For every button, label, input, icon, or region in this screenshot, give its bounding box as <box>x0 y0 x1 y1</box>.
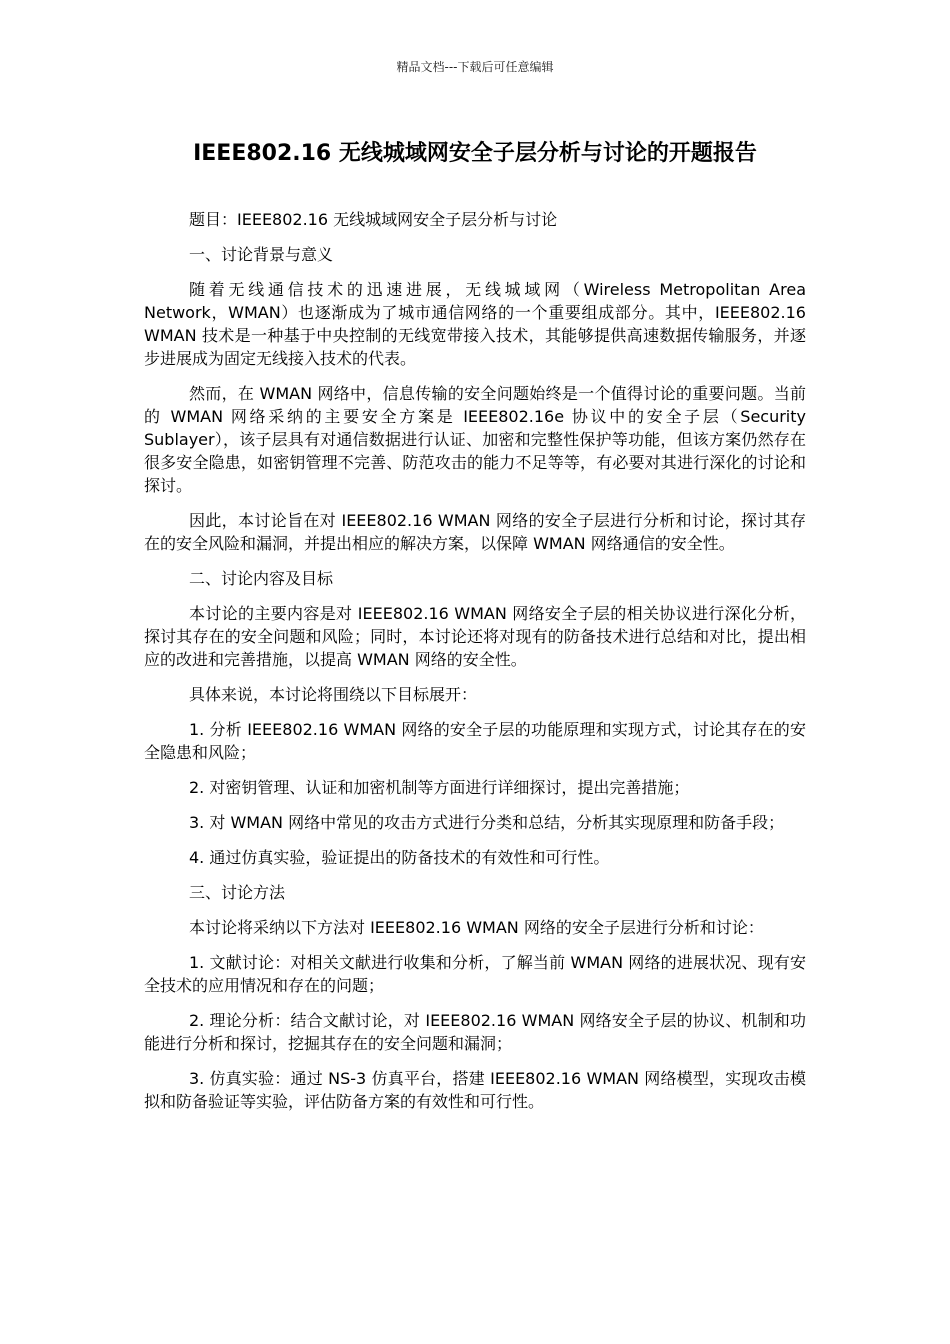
paragraph: 然而，在 WMAN 网络中，信息传输的安全问题始终是一个值得讨论的重要问题。当前的 WMAN 网络采纳的主要安全方案是 IEEE802.16e 协议中的安全子层（Security Sublayer），该子层具有对通信数据进行认证、加密和完整性保护等功能，但该方案仍然存在很多安全隐患，如密钥管理不完善、防范攻击的能力不足等等，有必要对其进行深化的讨论和探讨。 <box>144 384 806 495</box>
paragraph: 具体来说，本讨论将围绕以下目标展开： <box>189 685 478 704</box>
list-item: 4. 通过仿真实验，验证提出的防备技术的有效性和可行性。 <box>189 848 610 867</box>
list-item: 2. 对密钥管理、认证和加密机制等方面进行详细探讨，提出完善措施； <box>189 778 690 797</box>
paragraph: 随着无线通信技术的迅速进展，无线城域网（Wireless Metropolitan Area Network，WMAN）也逐渐成为了城市通信网络的一个重要组成部分。其中，IEEE802.16 WMAN 技术是一种基于中央控制的无线宽带接入技术，其能够提供高速数据传输服务，并逐步进展成为固定无线接入技术的代表。 <box>144 280 806 368</box>
paragraph: 本讨论的主要内容是对 IEEE802.16 WMAN 网络安全子层的相关协议进行深化分析，探讨其存在的安全问题和风险；同时，本讨论还将对现有的防备技术进行总结和对比，提出相应的改进和完善措施，以提高 WMAN 网络的安全性。 <box>144 604 806 669</box>
paragraph: 本讨论将采纳以下方法对 IEEE802.16 WMAN 网络的安全子层进行分析和讨论： <box>189 918 764 937</box>
page-header: 精品文档---下载后可任意编辑 <box>396 60 554 74</box>
list-item: 3. 仿真实验：通过 NS-3 仿真平台，搭建 IEEE802.16 WMAN 网络模型，实现攻击模拟和防备验证等实验，评估防备方案的有效性和可行性。 <box>144 1069 806 1111</box>
section-heading-method: 三、讨论方法 <box>189 883 286 902</box>
document-body <box>144 208 806 1125</box>
section-heading-background: 一、讨论背景与意义 <box>189 245 334 264</box>
list-item: 2. 理论分析：结合文献讨论，对 IEEE802.16 WMAN 网络安全子层的协议、机制和功能进行分析和探讨，挖掘其存在的安全问题和漏洞； <box>144 1011 806 1053</box>
document-title: IEEE802.16 无线城域网安全子层分析与讨论的开题报告 <box>193 141 757 166</box>
list-item: 1. 文献讨论：对相关文献进行收集和分析，了解当前 WMAN 网络的进展状况、现有安全技术的应用情况和存在的问题； <box>144 953 806 995</box>
list-item: 3. 对 WMAN 网络中常见的攻击方式进行分类和总结，分析其实现原理和防备手段； <box>189 813 785 832</box>
section-heading-content: 二、讨论内容及目标 <box>189 569 334 588</box>
paragraph: 因此，本讨论旨在对 IEEE802.16 WMAN 网络的安全子层进行分析和讨论，探讨其存在的安全风险和漏洞，并提出相应的解决方案，以保障 WMAN 网络通信的安全性。 <box>144 511 806 553</box>
list-item: 1. 分析 IEEE802.16 WMAN 网络的安全子层的功能原理和实现方式，讨论其存在的安全隐患和风险； <box>144 720 806 762</box>
subject-line: 题目：IEEE802.16 无线城域网安全子层分析与讨论 <box>189 210 558 229</box>
